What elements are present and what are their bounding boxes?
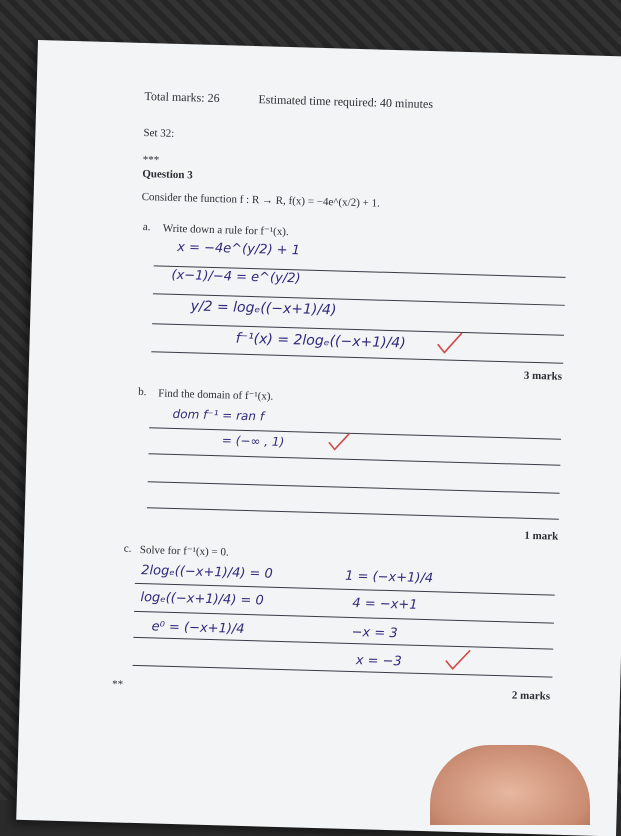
part-b-marks: 1 mark xyxy=(524,529,559,543)
question-title: Question 3 xyxy=(142,167,193,182)
part-a-working-line-2: (x−1)/−4 = e^(y/2) xyxy=(171,267,301,287)
part-a-answer: f⁻¹(x) = 2logₑ((−x+1)/4) xyxy=(235,330,406,352)
footer-stars: ** xyxy=(111,678,124,691)
question-statement: Consider the function f : R → R, f(x) = −4e^(x/2) + 1. xyxy=(141,190,380,210)
worksheet-page xyxy=(16,40,621,836)
answer-line xyxy=(151,351,563,364)
part-a-working-line-1: x = −4e^(y/2) + 1 xyxy=(177,239,301,259)
part-a-label: a. xyxy=(142,221,151,234)
part-c-left-line-3: e⁰ = (−x+1)/4 xyxy=(151,619,245,637)
correct-tick-icon xyxy=(434,329,465,356)
part-c-answer: x = −3 xyxy=(355,653,403,670)
part-b-working-line-1: dom f⁻¹ = ran f xyxy=(172,406,265,424)
part-c-left-line-2: logₑ((−x+1)/4) = 0 xyxy=(140,590,264,609)
part-c-prompt: Solve for f⁻¹(x) = 0. xyxy=(139,544,229,559)
part-c-right-line-3: −x = 3 xyxy=(351,624,398,642)
part-c-marks: 2 marks xyxy=(511,689,551,703)
correct-tick-icon xyxy=(444,648,473,673)
part-c-right-line-1: 1 = (−x+1)/4 xyxy=(344,568,434,587)
part-a-marks: 3 marks xyxy=(523,369,563,383)
part-a-working-line-3: y/2 = logₑ((−x+1)/4) xyxy=(190,298,337,319)
difficulty-stars: *** xyxy=(142,153,160,167)
part-c-label: c. xyxy=(123,542,132,555)
answer-line xyxy=(133,637,553,650)
answer-line xyxy=(147,507,559,520)
estimated-time: Estimated time required: 40 minutes xyxy=(258,92,434,112)
part-b-prompt: Find the domain of f⁻¹(x). xyxy=(158,387,274,403)
part-c-right-line-2: 4 = −x+1 xyxy=(352,596,418,613)
part-c-left-line-1: 2logₑ((−x+1)/4) = 0 xyxy=(141,563,274,582)
part-a-prompt: Write down a rule for f⁻¹(x). xyxy=(162,222,289,239)
total-marks: Total marks: 26 xyxy=(144,88,220,106)
part-b-answer: = (−∞ , 1) xyxy=(221,433,285,450)
set-label: Set 32: xyxy=(143,126,175,140)
answer-line xyxy=(148,453,560,466)
part-b-label: b. xyxy=(138,385,147,399)
answer-line xyxy=(149,427,561,440)
thumb xyxy=(430,745,590,825)
answer-line xyxy=(133,665,553,678)
correct-tick-icon xyxy=(327,431,352,452)
answer-line xyxy=(148,481,560,494)
